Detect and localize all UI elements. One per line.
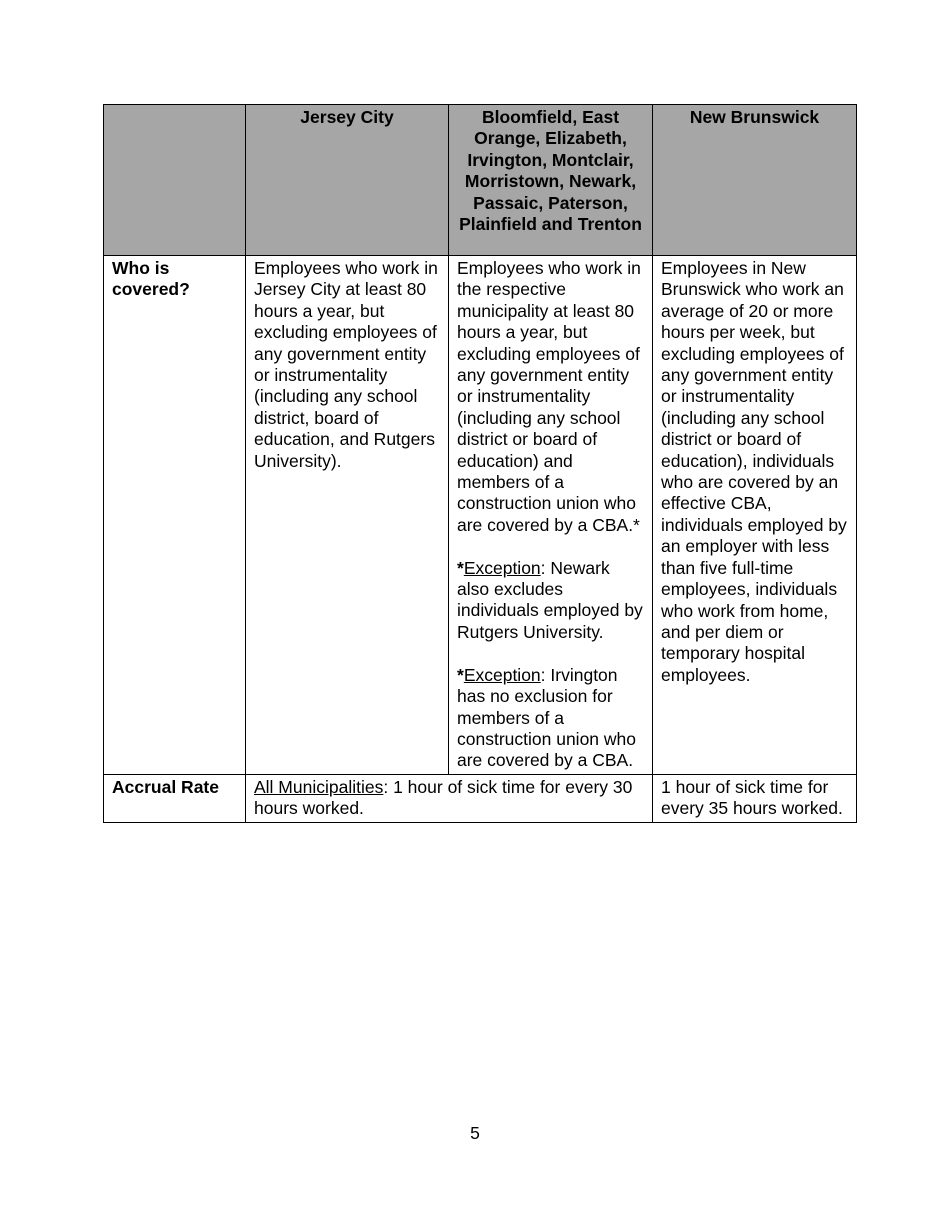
accrual-rate-label: Accrual Rate xyxy=(104,774,246,822)
all-municipalities-text: : 1 hour of sick time for every 30 hours worked. xyxy=(254,776,633,819)
header-blank-cell xyxy=(104,105,246,256)
paragraph-spacer xyxy=(457,536,644,557)
all-municipalities-label: All Municipalities xyxy=(254,776,384,797)
header-row xyxy=(104,105,857,256)
who-covered-label: Who is covered? xyxy=(104,256,246,775)
exception-marker: * xyxy=(457,664,464,685)
who-covered-row xyxy=(104,256,857,775)
exception-text: : Newark also excludes individuals employed by Rutgers University. xyxy=(457,557,643,642)
header-jersey-city: Jersey City xyxy=(246,105,449,256)
who-covered-municipality-group xyxy=(449,256,653,775)
exception-marker: * xyxy=(457,557,464,578)
accrual-rate-all-municipalities xyxy=(246,774,653,822)
page-number: 5 xyxy=(470,1123,480,1143)
accrual-rate-row xyxy=(104,774,857,822)
exception-label: Exception xyxy=(463,664,541,685)
exception-text: : Irvington has no exclusion for members of a construction union who are covered by a CBA. xyxy=(457,664,636,771)
group-coverage-text: Employees who work in the respective municipality at least 80 hours a year, but excluding employees of any government entity or instrumentality (including any school district or board of education) and members of a construction union who are covered by a CBA.* xyxy=(457,258,641,535)
sick-leave-comparison-table xyxy=(103,104,857,823)
paragraph-spacer xyxy=(457,643,644,664)
who-covered-new-brunswick: Employees in New Brunswick who work an average of 20 or more hours per week, but excluding employees of any government entity or instrumentality (including any school district or board of education), individuals who are covered by an effective CBA, individuals employed by an employer with less than five full-time employees, individuals who work from home, and per diem or temporary hospital employees. xyxy=(653,256,857,775)
header-municipality-group: Bloomfield, East Orange, Elizabeth, Irvington, Montclair, Morristown, Newark, Passaic, Paterson, Plainfield and Trenton xyxy=(449,105,653,256)
who-covered-jersey-city: Employees who work in Jersey City at least 80 hours a year, but excluding employees of any government entity or instrumentality (including any school district, board of education, and Rutgers University). xyxy=(246,256,449,775)
exception-label: Exception xyxy=(463,557,541,578)
accrual-rate-new-brunswick: 1 hour of sick time for every 35 hours worked. xyxy=(653,774,857,822)
irvington-exception xyxy=(457,665,644,772)
header-new-brunswick: New Brunswick xyxy=(653,105,857,256)
newark-exception xyxy=(457,558,644,644)
